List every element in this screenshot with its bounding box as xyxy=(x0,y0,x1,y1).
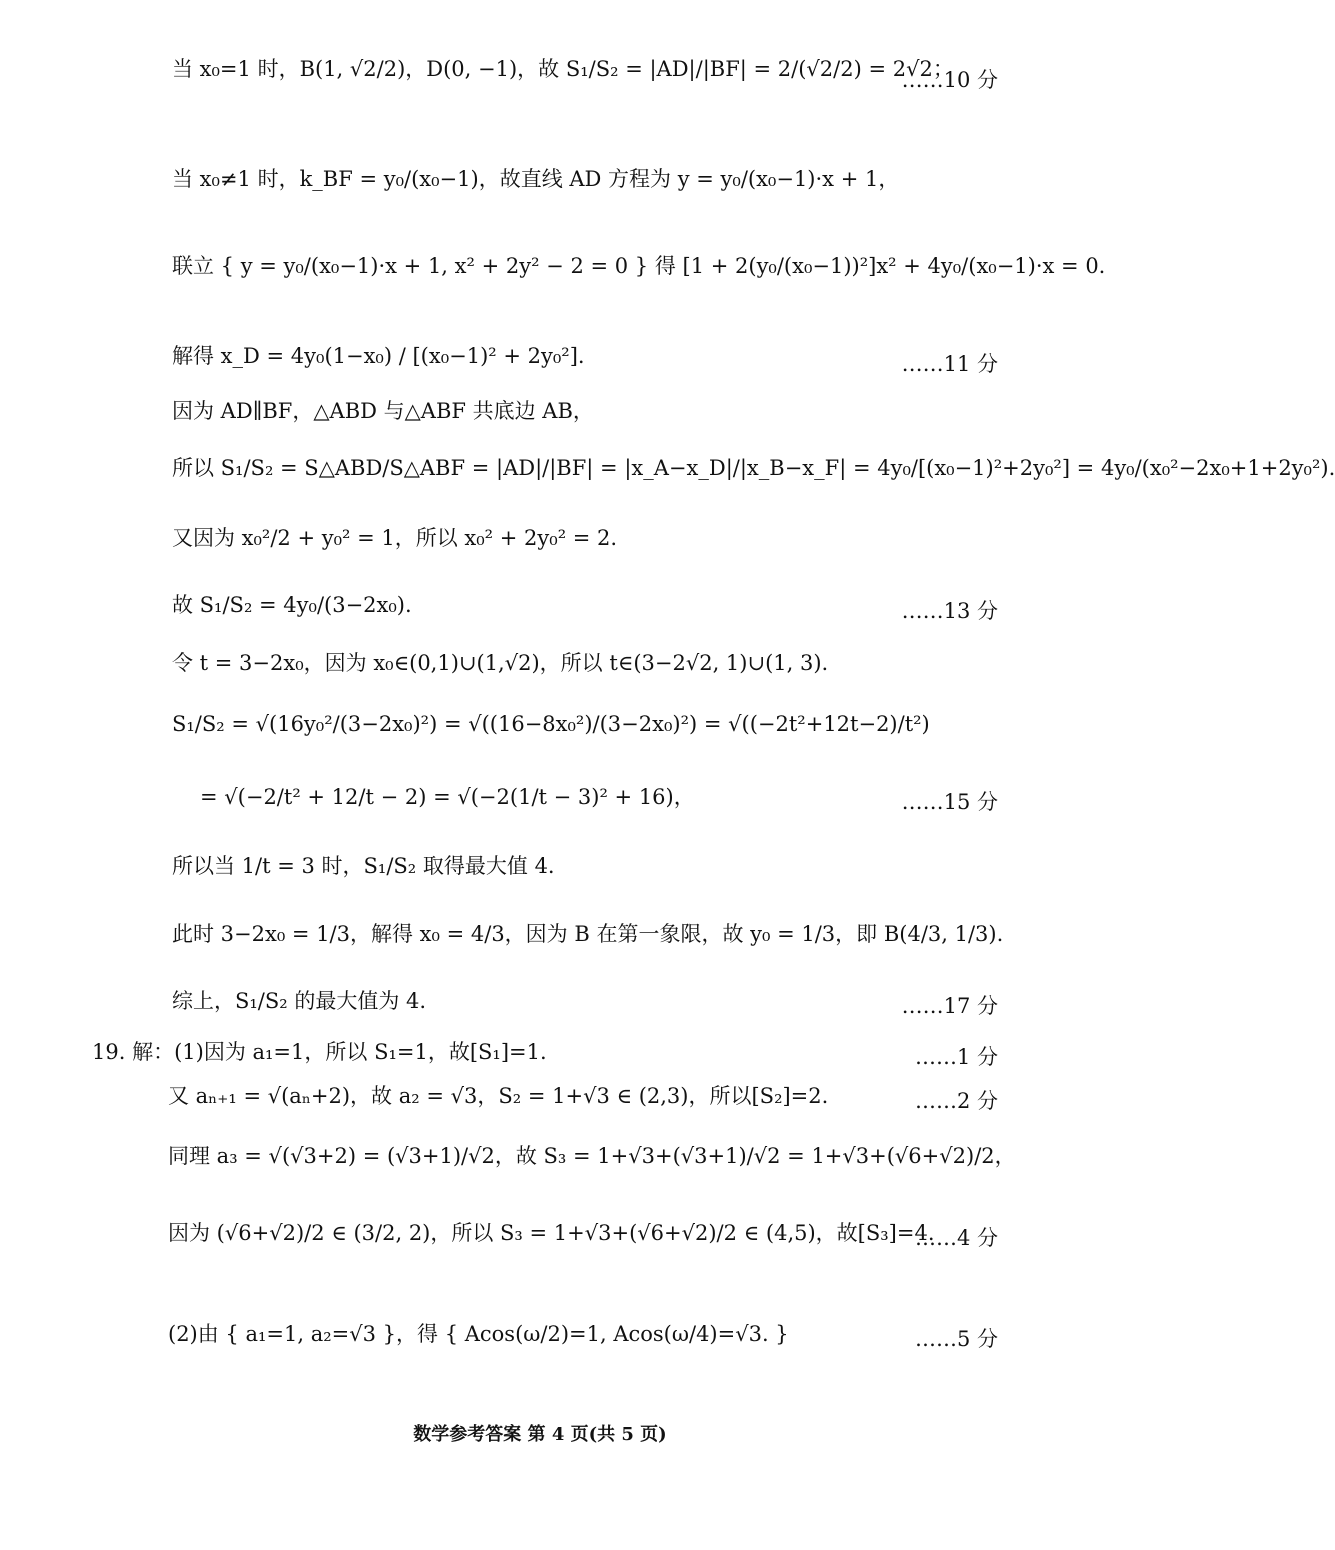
line-s1-let-t: 令 t = 3−2x₀，因为 x₀∈(0,1)∪(1,√2)，所以 t∈(3−2√2, 1)∪(1, 3). xyxy=(172,651,829,675)
line-s1-ratio: 所以 S₁/S₂ = S△ABD/S△ABF = |AD|/|BF| = |x_A−x_D|/|x_B−x_F| = 4y₀/[(x₀−1)²+2y₀²] = 4y₀/(x₀²−2x₀+1+2y₀²). xyxy=(172,456,1335,480)
line-s1-xd: 解得 x_D = 4y₀(1−x₀) / [(x₀−1)² + 2y₀²]. xyxy=(172,344,585,368)
score-11: ……11 分 xyxy=(901,352,998,376)
score-5: ……5 分 xyxy=(914,1327,998,1351)
score-13: ……13 分 xyxy=(901,599,998,623)
line-s1-point-b: 此时 3−2x₀ = 1/3，解得 x₀ = 4/3，因为 B 在第一象限，故 y₀ = 1/3，即 B(4/3, 1/3). xyxy=(172,922,1004,946)
score-2: ……2 分 xyxy=(914,1089,998,1113)
line-s1-result: 故 S₁/S₂ = 4y₀/(3−2x₀). xyxy=(172,593,412,617)
line-s1-ellipse: 又因为 x₀²/2 + y₀² = 1，所以 x₀² + 2y₀² = 2. xyxy=(172,526,618,550)
line-q19-5: (2)由 { a₁=1, a₂=√3 }，得 { Acos(ω/2)=1, Acos(ω/4)=√3. } xyxy=(168,1322,789,1346)
line-s1-sqrt-2: = √(−2/t² + 12/t − 2) = √(−2(1/t − 3)² + 16)， xyxy=(200,785,695,809)
line-s1-conclusion: 综上，S₁/S₂ 的最大值为 4. xyxy=(172,989,427,1013)
line-s1-sqrt-1: S₁/S₂ = √(16y₀²/(3−2x₀)²) = √((16−8x₀²)/(3−2x₀)²) = √((−2t²+12t−2)/t²) xyxy=(172,712,930,736)
line-q19-4: 因为 (√6+√2)/2 ∈ (3/2, 2)，所以 S₃ = 1+√3+(√6+√2)/2 ∈ (4,5)，故[S₃]=4. xyxy=(168,1221,935,1245)
line-q19-2: 又 aₙ₊₁ = √(aₙ+2)，故 a₂ = √3，S₂ = 1+√3 ∈ (2,3)，所以[S₂]=2. xyxy=(168,1084,829,1108)
line-s1-max: 所以当 1/t = 3 时，S₁/S₂ 取得最大值 4. xyxy=(172,854,555,878)
line-s1-x0-equals-1: 当 x₀=1 时，B(1, √2/2)，D(0, −1)，故 S₁/S₂ = |AD|/|BF| = 2/(√2/2) = 2√2； xyxy=(172,57,954,81)
line-q19-3: 同理 a₃ = √(√3+2) = (√3+1)/√2，故 S₃ = 1+√3+(√3+1)/√2 = 1+√3+(√6+√2)/2， xyxy=(168,1144,1016,1168)
score-4: ……4 分 xyxy=(914,1226,998,1250)
score-10: ……10 分 xyxy=(901,68,998,92)
line-s1-system: 联立 { y = y₀/(x₀−1)·x + 1, x² + 2y² − 2 = 0 } 得 [1 + 2(y₀/(x₀−1))²]x² + 4y₀/(x₀−1)·x = 0. xyxy=(172,254,1106,278)
line-s1-x0-ne-1: 当 x₀≠1 时，k_BF = y₀/(x₀−1)，故直线 AD 方程为 y = y₀/(x₀−1)·x + 1， xyxy=(172,167,900,191)
line-s1-parallel: 因为 AD∥BF，△ABD 与△ABF 共底边 AB， xyxy=(172,399,594,423)
score-1: ……1 分 xyxy=(914,1045,998,1069)
score-15: ……15 分 xyxy=(901,790,998,814)
line-q19-1: 19. 解：(1)因为 a₁=1，所以 S₁=1，故[S₁]=1. xyxy=(92,1040,547,1064)
page-footer: 数学参考答案 第 4 页(共 5 页) xyxy=(413,1424,667,1445)
score-17: ……17 分 xyxy=(901,994,998,1018)
